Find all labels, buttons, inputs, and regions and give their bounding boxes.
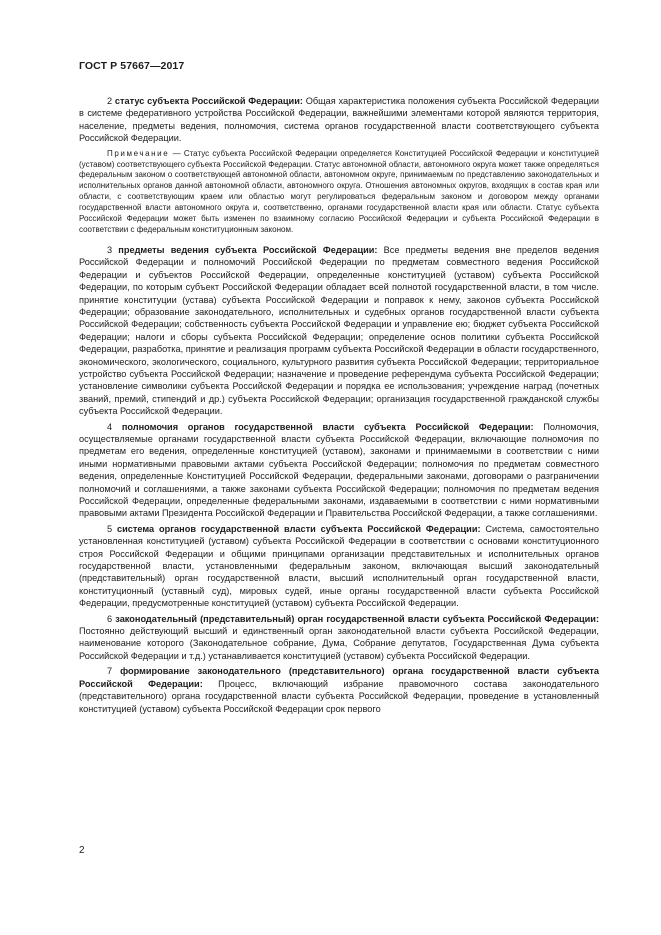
entry-number: 2	[107, 96, 113, 106]
entry-definition: Общая характеристика положения субъекта Российской Федерации в системе федеративного устройства Российской Федерации, важнейшими элементами которой являются территория, население, предметы ведения, полномочия, система органов государственной власти соответствующего субъекта Российской Федерации.	[79, 96, 599, 144]
note-text: — Статус субъекта Российской Федерации определяется Конституцией Российской Федерации и конституцией (уставом) соответствующего субъекта Российской Федерации. Статус автономной области, автономного округа может также определяться федеральным законом о соответствующей автономной области, автономном округе, принимаемым по представлению законодательных и исполнительных органов данной автономной области, автономного округа. Отношения автономных округов, входящих в состав края или области, с соответствующим краем или областью могут регулироваться федеральным законом и договором между органами государственной власти автономного округа и, соответственно, органами государственной власти края или области. Статус субъекта Российской Федерации может быть изменен по взаимному согласию Российской Федерации и субъекта Российской Федерации в соответствии с федеральным конституционным законом.	[79, 148, 599, 234]
document-body	[79, 95, 599, 718]
entry-term: полномочия органов государственной власти субъекта Российской Федерации:	[121, 421, 534, 432]
entry-definition: Процесс, включающий избрание правомочного состава законодательного (представительного) органа государственной власти субъекта Российской Федерации, проведение в установленный конституцией (уставом) субъекта Российской Федерации срок первого	[79, 678, 599, 714]
entry-definition: Постоянно действующий высший и единственный орган законодательной власти субъекта Российской Федерации, наименование которого (Законодательное собрание, Дума, Собрание депутатов, Государственная Дума субъекта Российской Федерации и т.д.) устанавливается конституцией (уставом) субъекта Российской Федерации.	[79, 626, 599, 661]
entry-number: 4	[107, 421, 113, 432]
term-entry-5	[79, 523, 599, 610]
term-entry-3	[79, 244, 599, 418]
page-number: 2	[79, 845, 85, 856]
term-entry-7	[79, 665, 599, 715]
entry-note	[79, 149, 599, 236]
entry-number: 6	[107, 613, 113, 624]
entry-number: 7	[107, 666, 113, 677]
entry-term: система органов государственной власти субъекта Российской Федерации:	[117, 523, 481, 534]
entry-term: законодательный (представительный) орган государственной власти субъекта Российской Федерации:	[115, 613, 599, 624]
entry-definition: Все предметы ведения вне пределов ведения Российской Федерации и полномочий Российской Федерации по предметам совместного ведения Российской Федерации и субъектов Российской Федерации, определенные конституцией (уставом) субъекта Российской Федерации, по которым субъект Российской Федерации обладает всей полнотой государственной власти, в том числе. принятие конституции (устава) субъекта Российской Федерации и поправок к нему, законов субъекта Российской Федерации; образование законодательного, исполнительных и судебных органов государственной власти субъекта Российской Федерации; собственность субъекта Российской Федерации и управление ею; бюджет субъекта Российской Федерации; налоги и сборы субъекта Российской Федерации; определение основ политики субъекта Российской Федерации, разработка, принятие и реализация программ субъекта Российской Федерации в области государственного, экономического, экологического, социального, культурного развития субъекта Российской Федерации; территориальное устройство субъекта Российской Федерации; назначение и проведение референдума субъекта Российской Федерации; установление символики субъекта Российской Федерации и порядка ее использования; учреждение наград (почетных званий, премий, стипендий и др.) субъекта Российской Федерации; организация государственной гражданской службы субъекта Российской Федерации.	[79, 244, 599, 417]
entry-number: 3	[107, 244, 113, 255]
entry-definition: Полномочия, осуществляемые органами государственной власти субъекта Российской Федерации, включающие полномочия по предметам его ведения, определенные конституцией (уставом), законами и принимаемыми в соответствии с ними иными нормативными правовыми актами субъекта Российской Федерации; полномочия по предметам совместного ведения, определенные Конституцией Российской Федерации, федеральными законами, договорами о разграничении полномочий и соглашениями, а также законами субъекта Российской Федерации; полномочия по предметам ведения Российской Федерации, определенные федеральными законами, издаваемыми в соответствии с ними нормативными правовыми актами Президента Российской Федерации и Правительства Российской Федерации, а также соглашениями.	[79, 421, 599, 519]
note-label: Примечание	[107, 148, 170, 158]
entry-term: предметы ведения субъекта Российской Федерации:	[118, 244, 378, 255]
entry-number: 5	[107, 523, 113, 534]
term-entry-6	[79, 613, 599, 663]
term-entry-4	[79, 421, 599, 520]
entry-term: формирование законодательного (представительного) органа государственной власти субъекта Российской Федерации:	[79, 666, 599, 689]
entry-term: статус субъекта Российской Федерации:	[114, 96, 303, 106]
entry-definition: Система, самостоятельно установленная конституцией (уставом) субъекта Российской Федерации в соответствии с основами конституционного строя Российской Федерации и общими принципами организации представительных и исполнительных органов государственной власти, установленными федеральным законом, включающая высший законодательный (представительный) орган государственной власти, высший исполнительный орган государственной власти, конституционный (уставный суд), мировых судей, иные органы государственной власти субъекта Российской Федерации, предусмотренные конституцией (уставом) субъекта Российской Федерации.	[79, 523, 599, 609]
page-header-standard: ГОСТ Р 57667—2017	[79, 60, 185, 72]
term-entry-2	[79, 95, 599, 145]
